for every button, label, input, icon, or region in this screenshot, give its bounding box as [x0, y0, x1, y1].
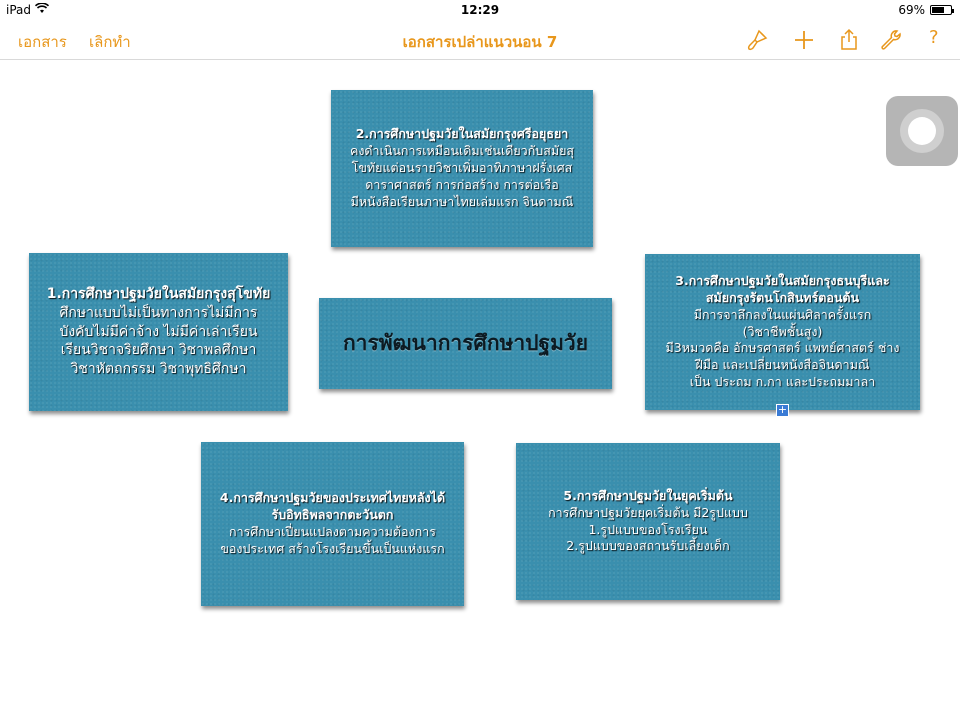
box1-line: เรียนวิชาจริยศึกษา วิชาพลศึกษา — [60, 342, 257, 359]
box1-line: วิชาหัตถกรรม วิชาพุทธิศึกษา — [70, 361, 247, 378]
center-title-box[interactable] — [319, 298, 612, 389]
box5-line: 2.รูปแบบของสถานรับเลี้ยงเด็ก — [566, 538, 730, 554]
battery-percent: 69% — [898, 3, 925, 17]
box5-line: 1.รูปแบบของโรงเรียน — [588, 521, 708, 537]
device-name: iPad — [6, 3, 32, 17]
battery-fill — [932, 7, 944, 13]
add-handle[interactable]: + — [777, 403, 788, 416]
box4-line: ของประเทศ สร้างโรงเรียนขึ้นเป็นแห่งแรก — [220, 540, 445, 556]
box1-line: ศึกษาแบบไม่เป็นทางการไม่มีการ — [59, 304, 258, 321]
plus-icon[interactable] — [792, 28, 816, 52]
box1-line: บังคับไม่มีค่าจ้าง ไม่มีค่าเล่าเรียน — [59, 323, 258, 340]
status-right — [898, 3, 952, 17]
box4-line: การศึกษาเปี่ยนแปลงตามความต้องการ — [229, 524, 436, 539]
documents-button[interactable]: เอกสาร — [18, 33, 67, 51]
toolbar — [0, 20, 960, 60]
text-box-4[interactable] — [201, 442, 464, 606]
box4-line: รับอิทธิพลจากตะวันตก — [271, 507, 394, 523]
status-bar — [0, 0, 960, 20]
box2-line: โขทัยแต่อนรายวิชาเพิ่มอาทิภาษาฝรั่งเศส — [351, 160, 573, 176]
box3-line: มี3หมวดคือ อักษรศาสตร์ แพทย์ศาสตร์ ช่าง — [665, 340, 900, 356]
text-box-5[interactable] — [516, 443, 780, 600]
battery-tip — [952, 9, 954, 13]
box1-line: 1.การศึกษาปฐมวัยในสมัยกรุงสุโขทัย — [46, 285, 271, 302]
box3-line: มีการจาลึกลงในแผ่นศิลาครั้งแรก — [693, 306, 872, 322]
wrench-icon[interactable] — [880, 28, 904, 52]
box2-line: คงดำเนินการเหมือนเดิมเช่นเดียวกับสมัยสุ — [349, 143, 575, 159]
box3-line: สมัยกรุงรัตนโกสินทร์ตอนต้น — [705, 289, 860, 305]
box3-line: ฝีมือ และเปลี่ยนหนังสือจินดามณี — [695, 357, 870, 373]
text-box-1[interactable] — [29, 253, 288, 411]
undo-button[interactable]: เลิกทำ — [89, 33, 131, 51]
text-box-2[interactable] — [331, 90, 593, 247]
assistive-touch-dot — [908, 117, 936, 145]
box3-line: 3.การศึกษาปฐมวัยในสมัยกรุงธนบุรีและ — [675, 272, 890, 288]
box2-line: มีหนังสือเรียนภาษาไทยเล่มแรก จินดามณี — [350, 193, 574, 209]
text-box-3[interactable] — [645, 254, 920, 410]
box5-line: การศึกษาปฐมวัยยุคเริ่มต้น มี2รูปแบบ — [548, 504, 748, 520]
box2-line: ดาราศาสตร์ การก่อสร้าง การต่อเรือ — [365, 176, 559, 192]
center-title: การพัฒนาการศึกษาปฐมวัย — [342, 331, 589, 356]
status-time: 12:29 — [460, 3, 500, 17]
box3-line: เป็น ประถม ก.กา และประถมมาลา — [689, 374, 876, 390]
box2-line: 2.การศึกษาปฐมวัยในสมัยกรุงศรีอยุธยา — [355, 126, 569, 142]
share-icon[interactable] — [837, 28, 861, 52]
document-title[interactable]: เอกสารเปล่าแนวนอน 7 — [402, 33, 558, 51]
assistive-touch-button[interactable] — [886, 96, 958, 166]
question-icon[interactable]: ? — [929, 27, 939, 48]
box5-line: 5.การศึกษาปฐมวัยในยุคเริ่มต้น — [563, 487, 733, 503]
battery-icon — [930, 5, 952, 15]
paintbrush-icon[interactable] — [745, 28, 769, 52]
box4-line: 4.การศึกษาปฐมวัยของประเทศไทยหลังได้ — [219, 490, 446, 506]
box3-line: (วิชาชีพชั้นสูง) — [742, 323, 823, 339]
